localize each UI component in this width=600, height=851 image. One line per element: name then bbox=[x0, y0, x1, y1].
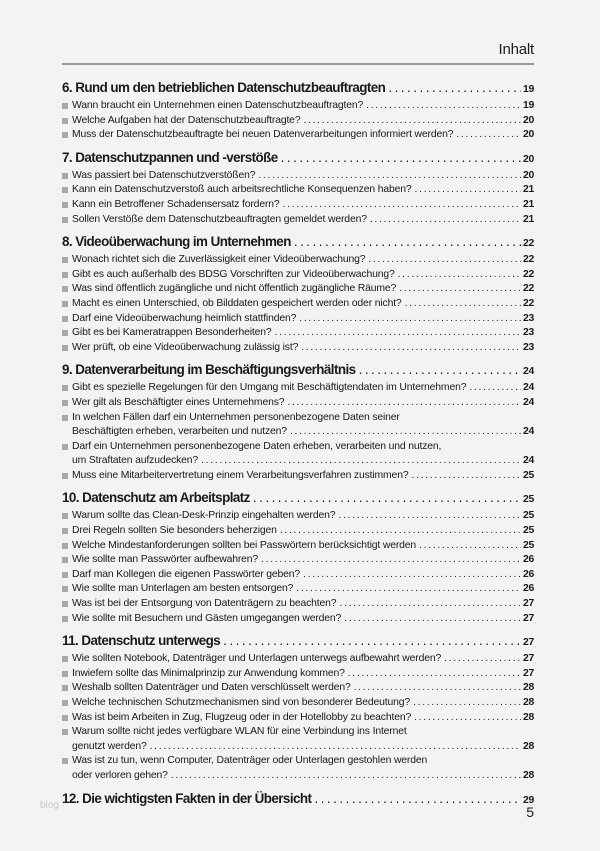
dot-leader bbox=[415, 183, 521, 198]
toc-entry[interactable] bbox=[62, 582, 534, 597]
entry-row bbox=[72, 268, 534, 283]
entry-text-line2: oder verloren gehen? bbox=[72, 769, 168, 781]
toc-entry[interactable] bbox=[62, 612, 534, 627]
entry-row bbox=[72, 198, 534, 213]
dot-leader bbox=[301, 341, 521, 356]
entry-text: Kann ein Betroffener Schadensersatz fordern? bbox=[72, 198, 280, 210]
entry-text: Weshalb sollten Datenträger und Daten verschlüsselt werden? bbox=[72, 682, 351, 694]
square-bullet-icon bbox=[62, 257, 68, 263]
section-page-number: 27 bbox=[523, 637, 534, 649]
section-title: 6. Rund um den betrieblichen Datenschutzbeauftragten bbox=[62, 80, 386, 95]
dot-leader bbox=[283, 198, 522, 213]
square-bullet-icon bbox=[62, 345, 68, 351]
entry-row bbox=[72, 312, 534, 327]
entry-text-line1: Warum sollte nicht jedes verfügbare WLAN für eine Verbindung ins Internet bbox=[72, 726, 407, 738]
dot-leader bbox=[281, 149, 521, 167]
square-bullet-icon bbox=[62, 400, 68, 406]
entry-text: Welche Aufgaben hat der Datenschutzbeauftragte? bbox=[72, 114, 301, 126]
entry-page-number: 25 bbox=[523, 525, 534, 537]
square-bullet-icon bbox=[62, 671, 68, 677]
dot-leader bbox=[314, 790, 521, 808]
toc-entry[interactable] bbox=[62, 597, 534, 612]
entry-page-number: 23 bbox=[523, 312, 534, 324]
toc-section-heading[interactable] bbox=[62, 361, 534, 381]
square-bullet-icon bbox=[62, 586, 68, 592]
dot-leader bbox=[253, 489, 521, 507]
entry-row bbox=[72, 524, 534, 539]
dot-leader bbox=[411, 469, 521, 484]
entry-row bbox=[72, 539, 534, 554]
dot-leader bbox=[344, 612, 521, 627]
entry-page-number: 22 bbox=[523, 254, 534, 266]
entry-page-number: 28 bbox=[523, 682, 534, 694]
section-title: 7. Datenschutzpannen und -verstöße bbox=[62, 149, 278, 165]
dot-leader bbox=[201, 454, 521, 469]
watermark: blog bbox=[40, 800, 59, 811]
entry-row bbox=[72, 582, 534, 597]
dot-leader bbox=[150, 740, 521, 755]
entry-row bbox=[72, 128, 534, 143]
section-page-number: 29 bbox=[523, 794, 534, 806]
entry-text: Wie sollte man Passwörter aufbewahren? bbox=[72, 554, 259, 566]
entry-page-number: 28 bbox=[523, 697, 534, 708]
entry-row bbox=[72, 568, 534, 583]
entry-page-number: 21 bbox=[523, 213, 534, 225]
dot-leader bbox=[348, 667, 521, 682]
dot-leader bbox=[299, 312, 521, 327]
square-bullet-icon bbox=[62, 118, 68, 124]
entry-text-line2: um Straftaten aufzudecken? bbox=[72, 455, 199, 467]
entry-text-line1: Darf ein Unternehmen personenbezogene Daten erheben, verarbeiten und nutzen, bbox=[72, 440, 442, 452]
entry-text: Wonach richtet sich die Zuverlässigkeit einer Videoüberwachung? bbox=[72, 254, 366, 266]
dot-leader bbox=[303, 114, 521, 129]
entry-row bbox=[72, 341, 534, 356]
square-bullet-icon bbox=[62, 173, 68, 179]
entry-page-number: 26 bbox=[523, 583, 534, 595]
entry-row bbox=[72, 769, 534, 784]
table-of-contents bbox=[62, 79, 534, 810]
section-title: 8. Videoüberwachung im Unternehmen bbox=[62, 234, 291, 250]
entry-page-number: 19 bbox=[523, 100, 534, 111]
entry-page-number: 20 bbox=[523, 129, 534, 141]
entry-page-number: 26 bbox=[523, 554, 534, 566]
square-bullet-icon bbox=[62, 528, 68, 534]
toc-section-heading[interactable] bbox=[62, 79, 534, 99]
entry-row bbox=[72, 253, 534, 268]
square-bullet-icon bbox=[62, 415, 68, 421]
dot-leader bbox=[370, 213, 521, 228]
entry-text: Macht es einen Unterschied, ob Bilddaten gespeichert werden oder nicht? bbox=[72, 297, 402, 309]
toc-entry[interactable] bbox=[62, 198, 534, 213]
square-bullet-icon bbox=[62, 616, 68, 622]
entry-row bbox=[72, 681, 534, 696]
section-page-number: 22 bbox=[523, 238, 534, 250]
square-bullet-icon bbox=[62, 301, 68, 307]
toc-entry[interactable] bbox=[62, 754, 534, 783]
entry-text: Gibt es auch außerhalb des BDSG Vorschriften zur Videoüberwachung? bbox=[72, 268, 395, 280]
toc-entry[interactable] bbox=[62, 440, 534, 469]
square-bullet-icon bbox=[62, 286, 68, 292]
entry-row bbox=[72, 597, 534, 612]
entry-text: Was ist bei der Entsorgung von Datenträgern zu beachten? bbox=[72, 598, 337, 610]
toc-entry[interactable] bbox=[62, 183, 534, 198]
entry-row bbox=[72, 183, 534, 198]
square-bullet-icon bbox=[62, 543, 68, 549]
dot-leader bbox=[354, 681, 521, 696]
entry-text: Warum sollte das Clean-Desk-Prinzip eingehalten werden? bbox=[72, 510, 336, 522]
toc-entry[interactable] bbox=[62, 169, 534, 184]
entry-text: Welche technischen Schutzmechanismen sind von besonderer Bedeutung? bbox=[72, 697, 411, 708]
entry-text: Was passiert bei Datenschutzverstößen? bbox=[72, 169, 256, 181]
entry-page-number: 26 bbox=[523, 568, 534, 580]
dot-leader bbox=[419, 539, 521, 554]
square-bullet-icon bbox=[62, 444, 68, 450]
toc-entry[interactable] bbox=[62, 326, 534, 341]
entry-text: Wer gilt als Beschäftigter eines Unternehmens? bbox=[72, 396, 285, 408]
dot-leader bbox=[368, 253, 521, 268]
toc-entry[interactable] bbox=[62, 396, 534, 411]
section-title: 12. Die wichtigsten Fakten in der Übersicht bbox=[62, 790, 312, 806]
entry-row bbox=[72, 469, 534, 484]
running-header-title: Inhalt bbox=[498, 41, 534, 58]
toc-entry[interactable] bbox=[62, 381, 534, 396]
entry-row bbox=[72, 509, 534, 524]
entry-page-number: 25 bbox=[523, 539, 534, 551]
entry-text: Sollen Verstöße dem Datenschutzbeauftragten gemeldet werden? bbox=[72, 213, 367, 225]
entry-row bbox=[72, 396, 534, 411]
entry-row bbox=[72, 711, 534, 726]
entry-text: Darf man Kollegen die eigenen Passwörter geben? bbox=[72, 568, 301, 580]
entry-text-line2: genutzt werden? bbox=[72, 740, 147, 752]
entry-text: Wann braucht ein Unternehmen einen Datenschutzbeauftragten? bbox=[72, 100, 364, 111]
entry-text: Muss der Datenschutzbeauftragte bei neuen Datenverarbeitungen informiert werden? bbox=[72, 129, 454, 141]
dot-leader bbox=[413, 696, 521, 711]
square-bullet-icon bbox=[62, 656, 68, 662]
square-bullet-icon bbox=[62, 715, 68, 721]
dot-leader bbox=[287, 396, 521, 411]
entry-row bbox=[72, 169, 534, 184]
toc-entry[interactable] bbox=[62, 114, 534, 129]
toc-entry[interactable] bbox=[62, 411, 534, 440]
entry-row bbox=[72, 696, 534, 711]
entry-text: Gibt es bei Kameratrappen Besonderheiten? bbox=[72, 327, 272, 339]
entry-page-number: 20 bbox=[523, 169, 534, 181]
toc-entry[interactable] bbox=[62, 667, 534, 682]
dot-leader bbox=[294, 233, 521, 251]
entry-row bbox=[72, 282, 534, 297]
toc-entry[interactable] bbox=[62, 268, 534, 283]
entry-page-number: 23 bbox=[523, 327, 534, 339]
entry-page-number: 28 bbox=[523, 740, 534, 752]
entry-text: Wie sollte mit Besuchern und Gästen umgegangen werden? bbox=[72, 612, 342, 624]
entry-row bbox=[72, 425, 534, 440]
dot-leader bbox=[398, 268, 521, 283]
entry-page-number: 21 bbox=[523, 198, 534, 210]
dot-leader bbox=[339, 597, 521, 612]
square-bullet-icon bbox=[62, 729, 68, 735]
toc-entry[interactable] bbox=[62, 341, 534, 356]
entry-row bbox=[72, 667, 534, 682]
section-page-number: 24 bbox=[523, 366, 534, 378]
entry-row bbox=[72, 652, 534, 667]
toc-entry[interactable] bbox=[62, 469, 534, 484]
entry-page-number: 24 bbox=[523, 455, 534, 467]
toc-entry[interactable] bbox=[62, 725, 534, 754]
section-title: 11. Datenschutz unterwegs bbox=[62, 633, 221, 649]
entry-row bbox=[72, 381, 534, 396]
toc-entry[interactable] bbox=[62, 253, 534, 268]
dot-leader bbox=[469, 381, 521, 396]
entry-row bbox=[72, 454, 534, 469]
toc-section-heading[interactable] bbox=[62, 489, 534, 509]
dot-leader bbox=[366, 99, 521, 114]
entry-text: Was sind öffentlich zugängliche und nicht öffentlich zugängliche Räume? bbox=[72, 283, 397, 295]
toc-entry[interactable] bbox=[62, 652, 534, 667]
square-bullet-icon bbox=[62, 601, 68, 607]
entry-page-number: 27 bbox=[523, 598, 534, 610]
dot-leader bbox=[223, 632, 521, 650]
entry-page-number: 25 bbox=[523, 510, 534, 522]
dot-leader bbox=[359, 361, 521, 379]
entry-row bbox=[72, 297, 534, 312]
square-bullet-icon bbox=[62, 316, 68, 322]
entry-page-number: 21 bbox=[523, 184, 534, 196]
entry-text: Kann ein Datenschutzverstoß auch arbeitsrechtliche Konsequenzen haben? bbox=[72, 184, 412, 196]
square-bullet-icon bbox=[62, 513, 68, 519]
toc-entry[interactable] bbox=[62, 312, 534, 327]
section-title: 10. Datenschutz am Arbeitsplatz bbox=[62, 490, 250, 506]
square-bullet-icon bbox=[62, 557, 68, 563]
dot-leader bbox=[261, 553, 521, 568]
entry-text: Wie sollte man Unterlagen am besten entsorgen? bbox=[72, 583, 294, 595]
dot-leader bbox=[338, 509, 521, 524]
square-bullet-icon bbox=[62, 187, 68, 193]
dot-leader bbox=[405, 297, 521, 312]
square-bullet-icon bbox=[62, 103, 68, 109]
entry-row bbox=[72, 114, 534, 129]
square-bullet-icon bbox=[62, 685, 68, 691]
square-bullet-icon bbox=[62, 272, 68, 278]
square-bullet-icon bbox=[62, 700, 68, 706]
section-page-number: 19 bbox=[523, 84, 534, 95]
entry-text: Welche Mindestanforderungen sollten bei Passwörtern berücksichtigt werden bbox=[72, 539, 417, 551]
entry-page-number: 22 bbox=[523, 268, 534, 280]
page-number: 5 bbox=[526, 804, 534, 820]
toc-entry[interactable] bbox=[62, 711, 534, 726]
section-page-number: 25 bbox=[523, 494, 534, 506]
entry-text-line1: In welchen Fällen darf ein Unternehmen personenbezogene Daten seiner bbox=[72, 411, 400, 423]
toc-entry[interactable] bbox=[62, 553, 534, 568]
square-bullet-icon bbox=[62, 132, 68, 138]
entry-page-number: 24 bbox=[523, 396, 534, 408]
square-bullet-icon bbox=[62, 217, 68, 223]
square-bullet-icon bbox=[62, 330, 68, 336]
toc-entry[interactable] bbox=[62, 568, 534, 583]
entry-text: Wer prüft, ob eine Videoüberwachung zulässig ist? bbox=[72, 341, 299, 353]
dot-leader bbox=[290, 425, 521, 440]
toc-entry[interactable] bbox=[62, 128, 534, 143]
entry-page-number: 22 bbox=[523, 297, 534, 309]
toc-section-heading[interactable] bbox=[62, 149, 534, 169]
entry-text: Wie sollten Notebook, Datenträger und Unterlagen unterwegs aufbewahrt werden? bbox=[72, 653, 442, 665]
entry-page-number: 27 bbox=[523, 612, 534, 624]
dot-leader bbox=[414, 711, 521, 726]
entry-page-number: 25 bbox=[523, 469, 534, 481]
dot-leader bbox=[388, 79, 521, 97]
entry-page-number: 24 bbox=[523, 426, 534, 438]
entry-row bbox=[72, 213, 534, 228]
square-bullet-icon bbox=[62, 572, 68, 578]
entry-text: Muss eine Mitarbeitervertretung einem Verarbeitungsverfahren zustimmen? bbox=[72, 469, 409, 481]
toc-entry[interactable] bbox=[62, 213, 534, 228]
dot-leader bbox=[456, 128, 521, 143]
dot-leader bbox=[275, 326, 522, 341]
entry-page-number: 24 bbox=[523, 382, 534, 394]
dot-leader bbox=[280, 524, 521, 539]
toc-entry[interactable] bbox=[62, 297, 534, 312]
entry-row bbox=[72, 612, 534, 627]
dot-leader bbox=[171, 769, 521, 784]
entry-text-line1: Was ist zu tun, wenn Computer, Datenträger oder Unterlagen gestohlen werden bbox=[72, 755, 428, 767]
section-page-number: 20 bbox=[523, 153, 534, 165]
square-bullet-icon bbox=[62, 385, 68, 391]
toc-entry[interactable] bbox=[62, 539, 534, 554]
dot-leader bbox=[303, 568, 521, 583]
entry-text: Was ist beim Arbeiten in Zug, Flugzeug oder in der Hotellobby zu beachten? bbox=[72, 711, 412, 723]
dot-leader bbox=[296, 582, 521, 597]
entry-page-number: 23 bbox=[523, 341, 534, 353]
toc-entry[interactable] bbox=[62, 282, 534, 297]
toc-entry[interactable] bbox=[62, 524, 534, 539]
square-bullet-icon bbox=[62, 758, 68, 764]
entry-page-number: 20 bbox=[523, 114, 534, 126]
entry-row bbox=[72, 326, 534, 341]
entry-text: Drei Regeln sollten Sie besonders beherzigen bbox=[72, 525, 277, 537]
entry-page-number: 28 bbox=[523, 769, 534, 781]
entry-row bbox=[72, 99, 534, 114]
toc-section-heading[interactable] bbox=[62, 233, 534, 253]
entry-page-number: 27 bbox=[523, 653, 534, 665]
entry-page-number: 27 bbox=[523, 667, 534, 679]
square-bullet-icon bbox=[62, 202, 68, 208]
dot-leader bbox=[444, 652, 521, 667]
header-divider bbox=[62, 63, 534, 65]
entry-text: Gibt es spezielle Regelungen für den Umgang mit Beschäftigtendaten im Unternehmen? bbox=[72, 382, 467, 394]
entry-row bbox=[72, 740, 534, 755]
toc-entry[interactable] bbox=[62, 696, 534, 711]
toc-section-heading[interactable] bbox=[62, 632, 534, 652]
dot-leader bbox=[399, 282, 521, 297]
toc-section-heading[interactable] bbox=[62, 790, 534, 810]
entry-text: Inwiefern sollte das Minimalprinzip zur Anwendung kommen? bbox=[72, 667, 345, 679]
entry-page-number: 28 bbox=[523, 711, 534, 723]
entry-row bbox=[72, 553, 534, 568]
section-title: 9. Datenverarbeitung im Beschäftigungsverhältnis bbox=[62, 362, 356, 378]
dot-leader bbox=[258, 169, 521, 184]
toc-entry[interactable] bbox=[62, 99, 534, 114]
entry-text-line2: Beschäftigten erheben, verarbeiten und nutzen? bbox=[72, 426, 287, 438]
entry-text: Darf eine Videoüberwachung heimlich stattfinden? bbox=[72, 312, 297, 324]
square-bullet-icon bbox=[62, 473, 68, 479]
entry-page-number: 22 bbox=[523, 283, 534, 295]
toc-entry[interactable] bbox=[62, 509, 534, 524]
toc-entry[interactable] bbox=[62, 681, 534, 696]
